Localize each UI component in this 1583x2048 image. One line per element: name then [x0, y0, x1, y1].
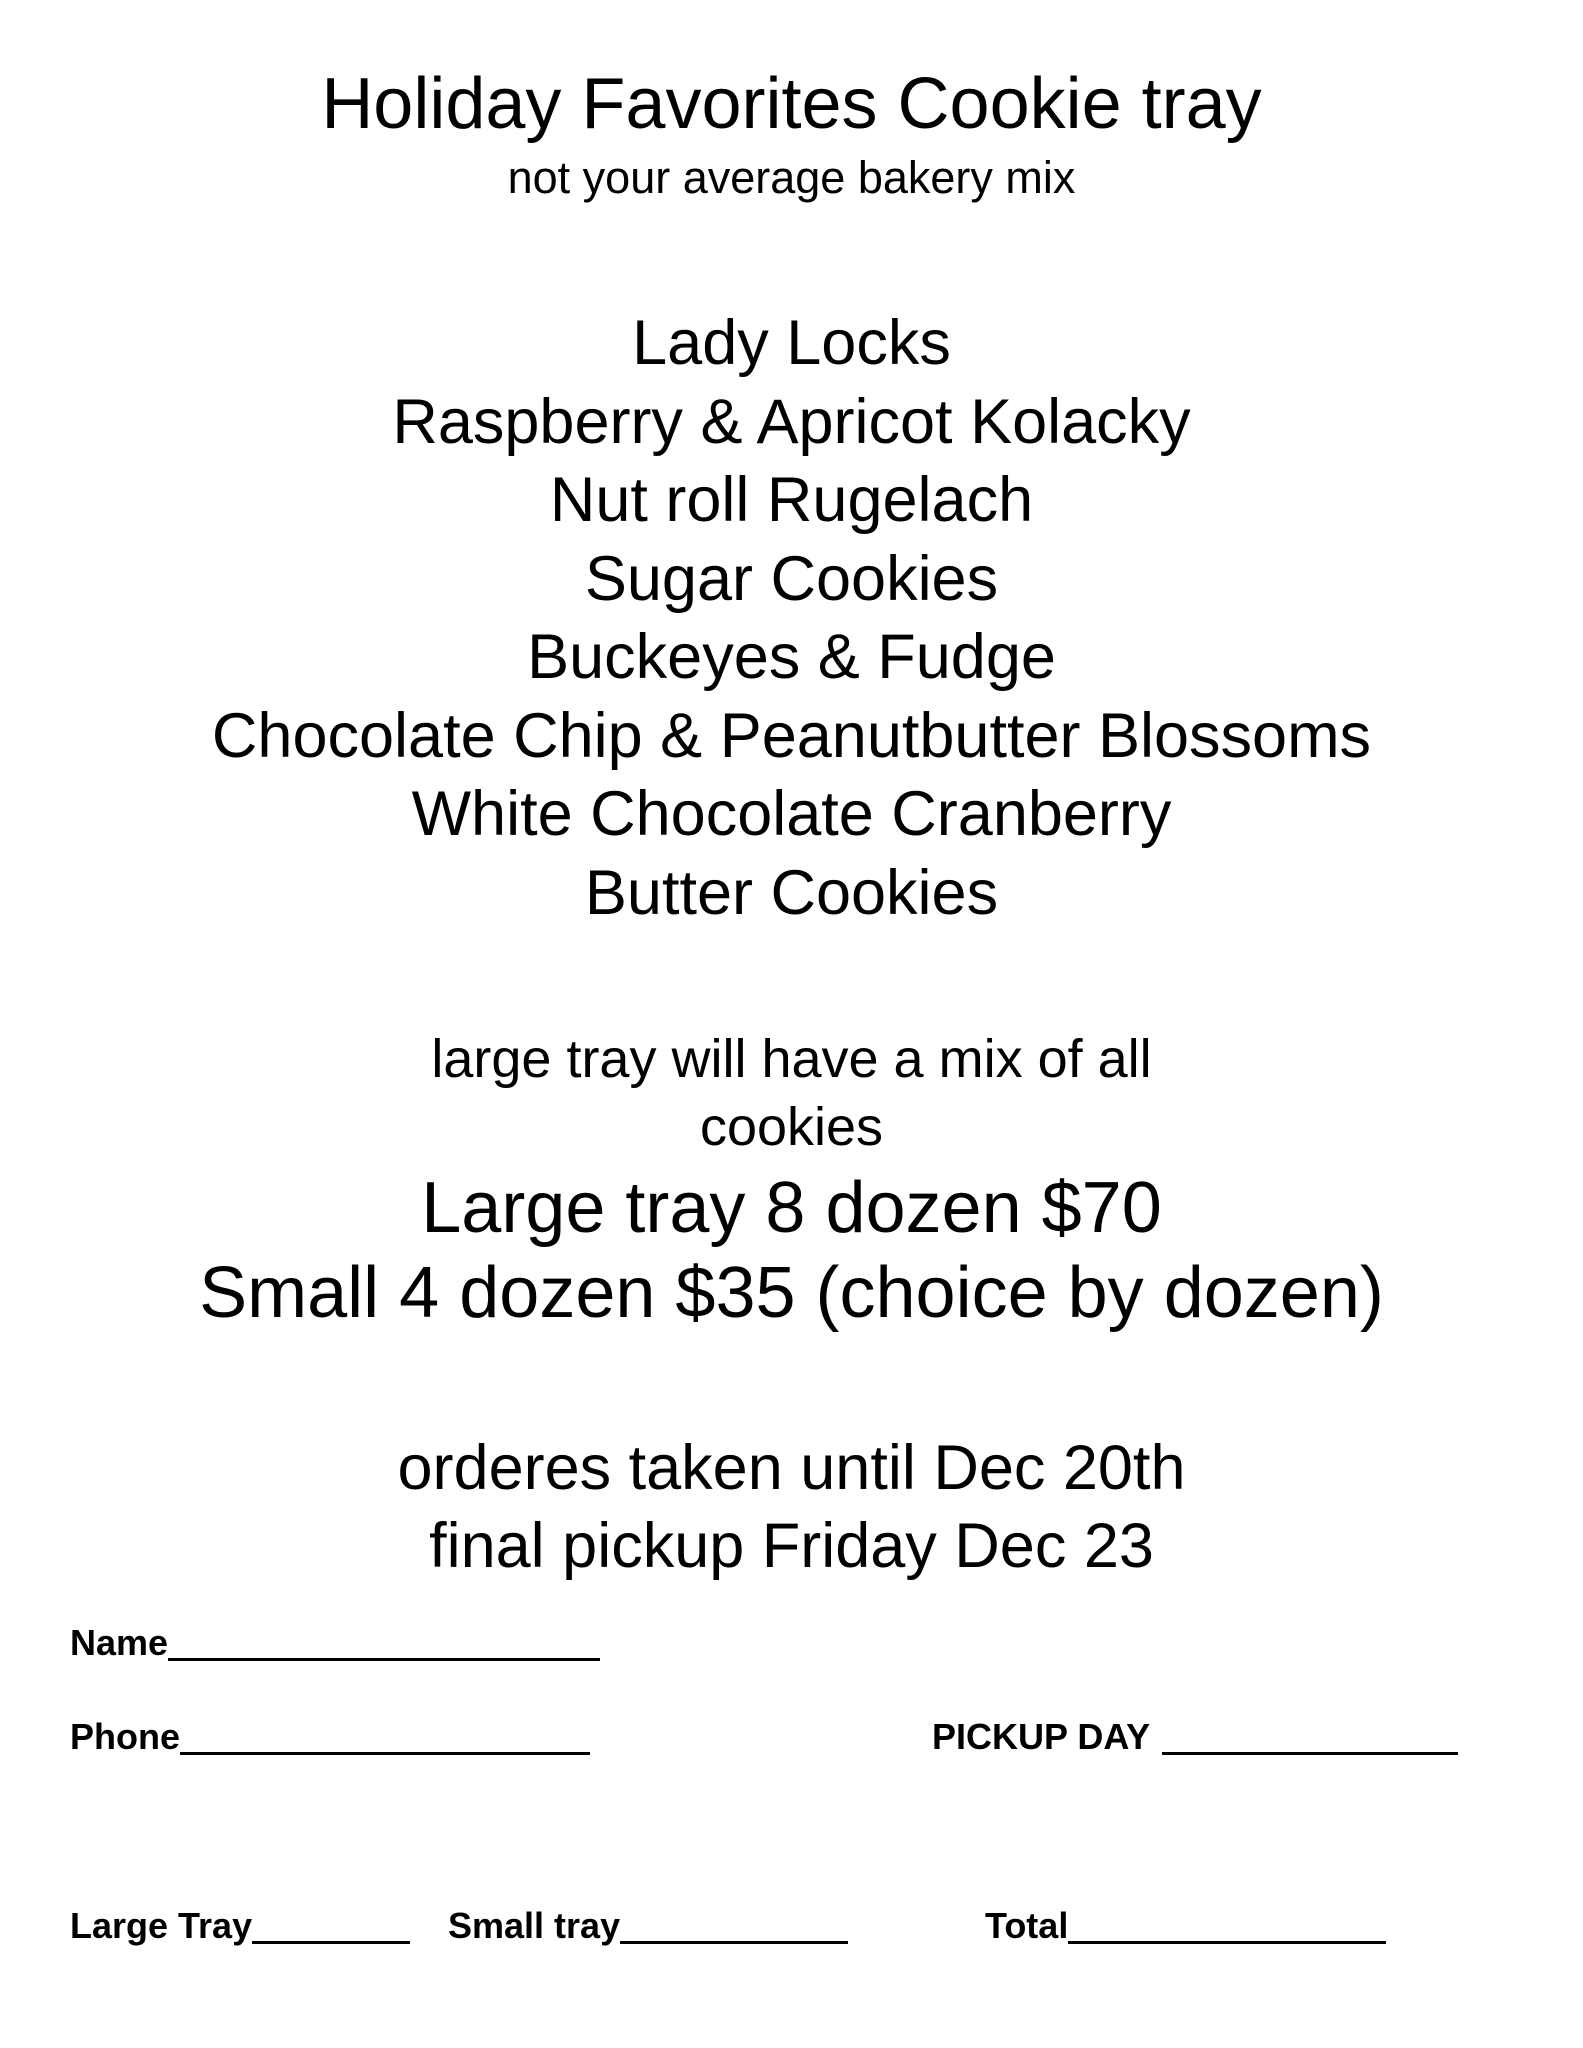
- mix-note: large tray will have a mix of all: [431, 1029, 1152, 1089]
- name-input-line[interactable]: [168, 1628, 600, 1661]
- total-field: [985, 1905, 1386, 1946]
- page-title: Holiday Favorites Cookie tray: [321, 64, 1262, 144]
- small-tray-label: Small tray: [448, 1905, 621, 1946]
- small-tray-price: Small 4 dozen $35 (choice by dozen): [199, 1253, 1384, 1333]
- pickup-day-label: PICKUP DAY: [932, 1716, 1151, 1757]
- page-subtitle: not your average bakery mix: [507, 152, 1076, 203]
- small-tray-field: [448, 1905, 848, 1946]
- cookie-item: Raspberry & Apricot Kolacky: [392, 386, 1191, 457]
- phone-input-line[interactable]: [180, 1722, 590, 1755]
- cookie-item: Sugar Cookies: [584, 543, 999, 614]
- cookie-item: Nut roll Rugelach: [549, 465, 1034, 535]
- order-deadline: orderes taken until Dec 20th: [397, 1433, 1186, 1503]
- total-label: Total: [985, 1905, 1069, 1946]
- large-tray-price: Large tray 8 dozen $70: [421, 1168, 1162, 1248]
- phone-label: Phone: [70, 1716, 181, 1757]
- cookie-item: Chocolate Chip & Peanutbutter Blossoms: [211, 700, 1372, 771]
- final-pickup-date: final pickup Friday Dec 23: [429, 1511, 1154, 1581]
- cookie-item: Lady Locks: [632, 308, 951, 378]
- pickup-day-field: [932, 1716, 1458, 1757]
- large-tray-field: [70, 1905, 410, 1946]
- name-field: [70, 1622, 600, 1663]
- small-tray-input-line[interactable]: [620, 1911, 848, 1944]
- cookie-item: Buckeyes & Fudge: [527, 622, 1056, 692]
- phone-field: [70, 1716, 590, 1757]
- large-tray-label: Large Tray: [70, 1905, 253, 1946]
- large-tray-input-line[interactable]: [252, 1911, 410, 1944]
- cookie-item: White Chocolate Cranberry: [411, 779, 1172, 849]
- cookie-item: Butter Cookies: [584, 857, 999, 928]
- total-input-line[interactable]: [1068, 1911, 1386, 1944]
- mix-note-continued: cookies: [699, 1097, 884, 1157]
- cookie-list: [0, 304, 1583, 932]
- name-label: Name: [70, 1622, 169, 1663]
- pickup-day-input-line[interactable]: [1162, 1722, 1458, 1755]
